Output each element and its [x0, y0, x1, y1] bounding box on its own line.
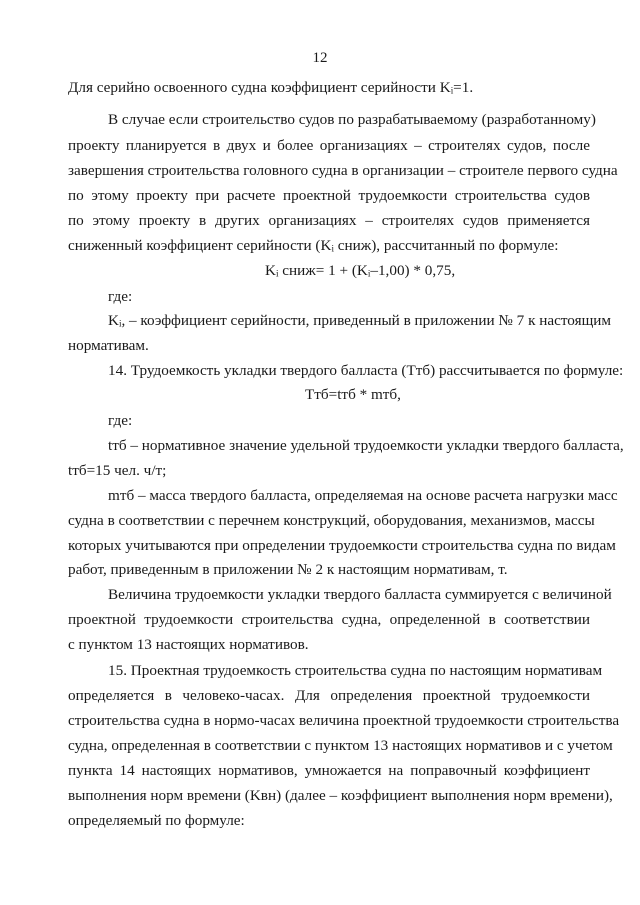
- text-line: нормативам.: [68, 337, 149, 354]
- text-line: которых учитываются при определении трудоемкости строительства судна по видам: [68, 537, 616, 554]
- text-line: Для серийно освоенного судна коэффициент серийности Kᵢ=1.: [68, 79, 474, 96]
- formula-ballast: Tтб=tтб * mтб,: [305, 386, 401, 403]
- text-line: проекту планируется в двух и более организациях – строителях судов, после: [68, 137, 590, 154]
- text-line: работ, приведенным в приложении № 2 к настоящим нормативам, т.: [68, 561, 508, 578]
- text-line: определяемый по формуле:: [68, 812, 245, 829]
- text-line: проектной трудоемкости строительства судна, определенной в соответствии: [68, 611, 590, 628]
- section-15-heading: 15. Проектная трудоемкость строительства судна по настоящим нормативам: [108, 662, 603, 679]
- text-line: определяется в человеко-часах. Для определения проектной трудоемкости: [68, 687, 590, 704]
- text-line: выполнения норм времени (Kвн) (далее – коэффициент выполнения норм времени),: [68, 787, 613, 804]
- text-line: по этому проекту при расчете проектной трудоемкости строительства судов: [68, 187, 590, 204]
- section-14-heading: 14. Трудоемкость укладки твердого балласта (Tтб) рассчитывается по формуле:: [108, 362, 624, 379]
- text-line: судна, определенная в соответствии с пунктом 13 настоящих нормативов и с учетом: [68, 737, 613, 754]
- text-line: tтб=15 чел. ч/т;: [68, 462, 167, 479]
- text-line: В случае если строительство судов по разрабатываемому (разработанному): [108, 111, 596, 128]
- text-line: пункта 14 настоящих нормативов, умножается на поправочный коэффициент: [68, 762, 590, 779]
- page-number: 12: [312, 50, 328, 66]
- text-line: судна в соответствии с перечнем конструкций, оборудования, механизмов, массы: [68, 512, 595, 529]
- text-line: где:: [108, 288, 133, 305]
- text-line: завершения строительства головного судна в организации – строителе первого судна: [68, 162, 618, 179]
- text-line: Kᵢ, – коэффициент серийности, приведенный в приложении № 7 к настоящим: [108, 312, 612, 329]
- text-line: с пунктом 13 настоящих нормативов.: [68, 636, 309, 653]
- text-line: где:: [108, 412, 133, 429]
- formula-k-reduced: Kᵢ сниж= 1 + (Kᵢ–1,00) * 0,75,: [265, 262, 456, 279]
- text-line: по этому проекту в других организациях – строителях судов применяется: [68, 212, 590, 229]
- text-line: строительства судна в нормо-часах величина проектной трудоемкости строительства: [68, 712, 620, 729]
- text-line: mтб – масса твердого балласта, определяемая на основе расчета нагрузки масс: [108, 487, 618, 504]
- text-line: сниженный коэффициент серийности (Kᵢ сниж), рассчитанный по формуле:: [68, 237, 559, 254]
- text-line: tтб – нормативное значение удельной трудоемкости укладки твердого балласта,: [108, 437, 624, 454]
- text-line: Величина трудоемкости укладки твердого балласта суммируется с величиной: [108, 586, 612, 603]
